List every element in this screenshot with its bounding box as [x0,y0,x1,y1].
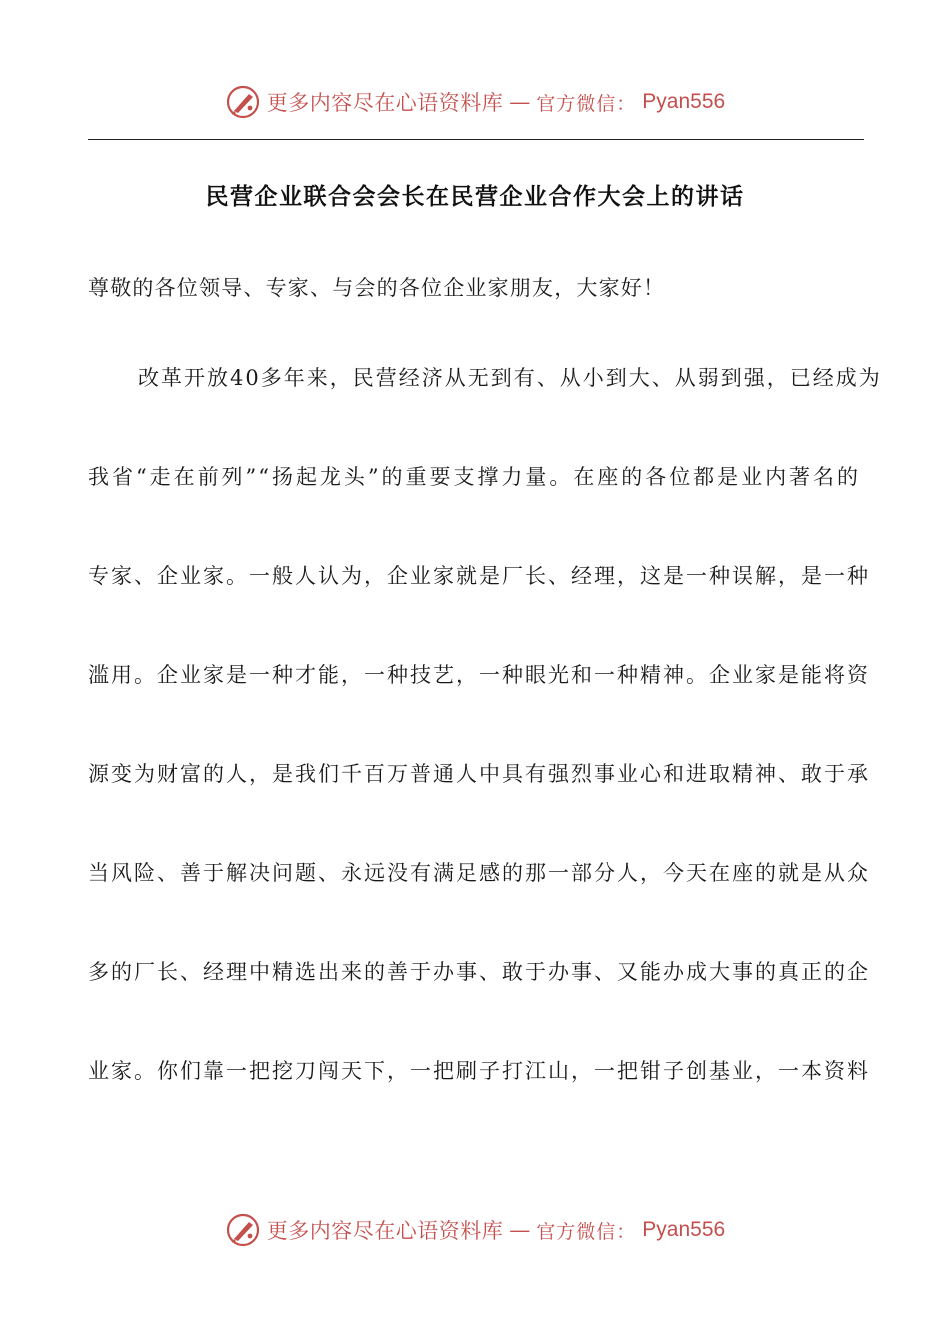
watermark-wechat-id: Pyan556 [642,90,726,113]
body-line: 业家。你们靠一把挖刀闯天下，一把刷子打江山，一把钳子创基业，一本资料 [88,1059,870,1083]
header-watermark [0,80,950,124]
watermark-dash: — [509,90,531,114]
watermark-wechat-id: Pyan556 [642,1218,726,1241]
footer-watermark [0,1208,950,1252]
salutation: 尊敬的各位领导、专家、与会的各位企业家朋友，大家好！ [88,276,666,300]
body-line: 我省“走在前列”“扬起龙头”的重要支撑力量。在座的各位都是业内著名的 [88,465,860,489]
body-line: 滥用。企业家是一种才能，一种技艺，一种眼光和一种精神。企业家是能将资 [88,663,870,687]
watermark-brand-text: 更多内容尽在心语资料库 [266,1219,504,1243]
pen-logo-icon [225,1212,261,1248]
body-line: 源变为财富的人，是我们千百万普通人中具有强烈事业心和进取精神、敢于承 [88,762,870,786]
watermark-wechat-label: 官方微信： [536,1220,637,1243]
body-line: 专家、企业家。一般人认为，企业家就是厂长、经理，这是一种误解，是一种 [88,564,870,588]
watermark-dash: — [509,1218,531,1242]
document-title: 民营企业联合会会长在民营企业合作大会上的讲话 [205,183,745,210]
pen-logo-icon [225,84,261,120]
watermark-wechat-label: 官方微信： [536,92,637,115]
watermark-brand-text: 更多内容尽在心语资料库 [266,91,504,115]
body-line: 改革开放40多年来，民营经济从无到有、从小到大、从弱到强，已经成为 [138,366,882,390]
header-divider [88,139,864,140]
body-line: 当风险、善于解决问题、永远没有满足感的那一部分人，今天在座的就是从众 [88,861,870,885]
body-line: 多的厂长、经理中精选出来的善于办事、敢于办事、又能办成大事的真正的企 [88,960,870,984]
